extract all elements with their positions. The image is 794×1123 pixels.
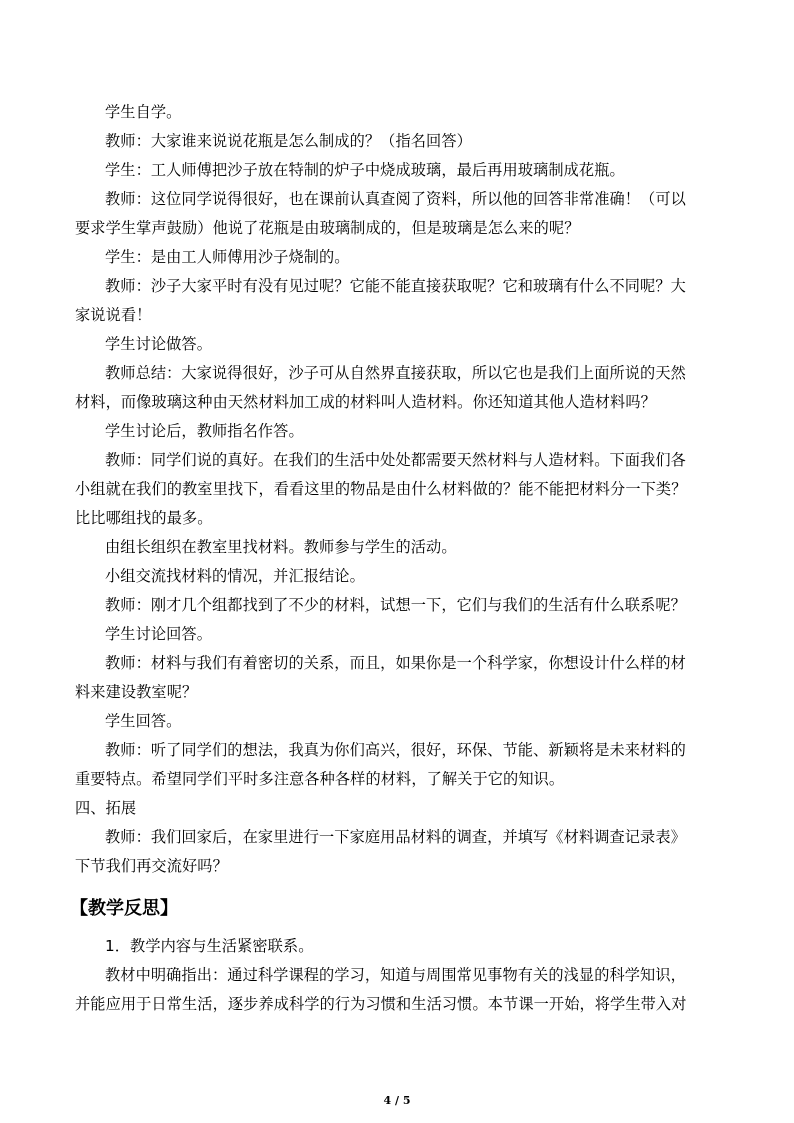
paragraph-8-line-2: 材料，而像玻璃这种由天然材料加工成的材料叫人造材料。你还知道其他人造材料吗？ [75, 393, 656, 411]
page-number: 4 / 5 [383, 1094, 411, 1107]
paragraph-2-line-1: 教师：大家谁来说说花瓶是怎么制成的？（指名回答） [105, 132, 472, 150]
paragraph-15-line-2: 料来建设教室呢？ [75, 683, 198, 701]
paragraph-14-line-1: 学生讨论回答。 [105, 625, 213, 643]
paragraph-19-line-2: 下节我们再交流好吗？ [75, 857, 228, 875]
reflection-paragraph-2-line-1: 教材中明确指出：通过科学课程的学习，知道与周围常见事物有关的浅显的科学知识， [105, 966, 686, 984]
paragraph-11-line-1: 由组长组织在教室里找材料。教师参与学生的活动。 [105, 538, 457, 556]
paragraph-17-line-1: 教师：听了同学们的想法，我真为你们高兴，很好，环保、节能、新颖将是未来材料的 [105, 741, 686, 759]
paragraph-10-line-1: 教师：同学们说的真好。在我们的生活中处处都需要天然材料与人造材料。下面我们各 [105, 451, 686, 469]
paragraph-4-line-2: 要求学生掌声鼓励）他说了花瓶是由玻璃制成的，但是玻璃是怎么来的呢？ [75, 219, 580, 237]
paragraph-13-line-1: 教师：刚才几个组都找到了不少的材料，试想一下，它们与我们的生活有什么联系呢？ [105, 596, 686, 614]
paragraph-18-line-1: 四、拓展 [75, 799, 137, 817]
paragraph-7-line-1: 学生讨论做答。 [105, 335, 213, 353]
paragraph-12-line-1: 小组交流找材料的情况，并汇报结论。 [105, 567, 365, 585]
paragraph-10-line-2: 小组就在我们的教室里找下，看看这里的物品是由什么材料做的？能不能把材料分一下类？ [75, 480, 687, 498]
paragraph-17-line-2: 重要特点。希望同学们平时多注意各种各样的材料，了解关于它的知识。 [75, 770, 565, 788]
paragraph-8-line-1: 教师总结：大家说得很好，沙子可从自然界直接获取，所以它也是我们上面所说的天然 [105, 364, 686, 382]
paragraph-15-line-1: 教师：材料与我们有着密切的关系，而且，如果你是一个科学家，你想设计什么样的材 [105, 654, 686, 672]
paragraph-6-line-1: 教师：沙子大家平时有没有见过呢？它能不能直接获取呢？它和玻璃有什么不同呢？大 [105, 277, 686, 295]
paragraph-1-line-1: 学生自学。 [105, 103, 182, 121]
paragraph-3-line-1: 学生：工人师傅把沙子放在特制的炉子中烧成玻璃，最后再用玻璃制成花瓶。 [105, 161, 625, 179]
paragraph-16-line-1: 学生回答。 [105, 712, 182, 730]
reflection-paragraph-1-line-1: 1．教学内容与生活紧密联系。 [105, 937, 314, 955]
paragraph-19-line-1: 教师：我们回家后，在家里进行一下家庭用品材料的调查，并填写《材料调查记录表》 [105, 828, 686, 846]
reflection-paragraph-2-line-2: 并能应用于日常生活，逐步养成科学的行为习惯和生活习惯。本节课一开始，将学生带入对 [75, 995, 687, 1013]
section-heading-reflection: 【教学反思】 [70, 898, 178, 919]
paragraph-6-line-2: 家说说看！ [75, 306, 152, 324]
paragraph-10-line-3: 比比哪组找的最多。 [75, 509, 213, 527]
paragraph-5-line-1: 学生：是由工人师傅用沙子烧制的。 [105, 248, 350, 266]
paragraph-4-line-1: 教师：这位同学说得很好，也在课前认真查阅了资料，所以他的回答非常准确！（可以 [105, 190, 686, 208]
paragraph-9-line-1: 学生讨论后，教师指名作答。 [105, 422, 304, 440]
